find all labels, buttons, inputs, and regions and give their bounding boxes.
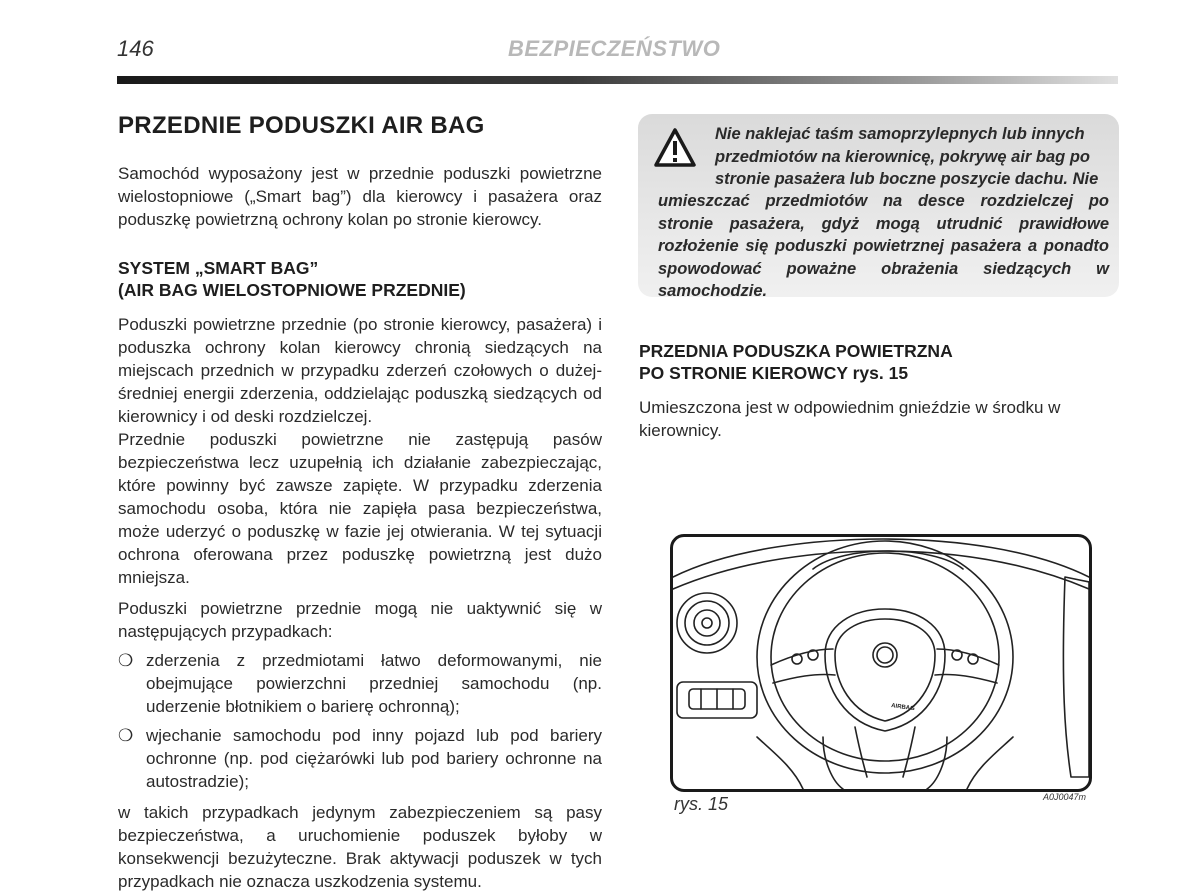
smart-bag-subtitle [118,257,602,301]
right-title-line-1: PRZEDNIA PODUSZKA POWIETRZNA [639,341,953,361]
bullet-circle-icon: ❍ [118,726,134,745]
driver-airbag-title [639,340,1119,384]
paragraph-1: Poduszki powietrzne przednie (po stronie kierowcy, pasażera) i poduszka ochrony kolan kierowcy chronią siedzących na miejscach przednich w przypadku zderzeń czołowych o dużej-średniej energii zderzenia, oddzielając poduszką siedzących od kierownicy i od deski rozdzielczej. [118,315,602,426]
figure-caption: rys. 15 [674,794,729,814]
list-item-text: wjechanie samochodu pod inny pojazd lub pod bariery ochronne (np. pod ciężarówki lub pod bariery ochronne na autostradzie); [146,726,602,791]
paragraph-4: w takich przypadkach jedynym zabezpieczeniem są pasy bezpieczeństwa, a uruchomienie poduszek byłoby w konsekwencji bezużyteczne. Brak aktywacji poduszek w tych przypadkach nie oznacza uszkodzenia systemu. [118,803,602,891]
figure-code: A0J0047m [1043,792,1087,802]
warning-triangle-icon [654,128,696,168]
left-column [118,112,602,893]
right-title-line-2: PO STRONIE KIEROWCY rys. 15 [639,363,909,383]
warning-text-rest: umieszczać przedmiotów na desce rozdzielczej po stronie pasażera, gdyż mogą utrudnić prawidłowe rozłożenie się poduszki powietrznej pasażera a ponadto spowodować poważne obrażenia siedzących w samochodzie. [658,192,1109,300]
header-rule [117,76,1118,84]
airbag-label: AIRBAG [890,703,915,713]
subtitle-line-1: SYSTEM „SMART BAG” [118,258,319,278]
paragraph-3: Poduszki powietrzne przednie mogą nie uaktywnić się w następujących przypadkach: [118,599,602,641]
page-number: 146 [117,36,154,61]
paragraph-2: Przednie poduszki powietrzne nie zastępują pasów bezpieczeństwa lecz uzupełnią ich działanie zabezpieczając, które powinny być zawsze zapięte. W przypadku zderzenia samochodu osoba, która nie zapięła pasa bezpieczeństwa, może uderzyć o poduszkę w fazie jej otwierania. W tej sytuacji ochrona oferowana przez poduszkę powietrzną jest dużo mniejsza. [118,430,602,587]
main-title: PRZEDNIE PODUSZKI AIR BAG [118,112,485,139]
steering-wheel-illustration [673,537,1089,789]
intro-paragraph: Samochód wyposażony jest w przednie poduszki powietrzne wielostopniowe („Smart bag”) dla kierowcy i pasażera oraz poduszkę powietrzną ochrony kolan po stronie kierowcy. [118,164,602,229]
list-item [118,649,602,718]
list-item [118,724,602,793]
subtitle-line-2: (AIR BAG WIELOSTOPNIOWE PRZEDNIE) [118,280,466,300]
warning-text-first: Nie naklejać taśm samoprzylepnych lub innych przedmiotów na kierownicę, pokrywę air bag po stronie pasażera lub boczne poszycie dachu. Nie [715,125,1099,188]
bullet-circle-icon: ❍ [118,651,134,670]
driver-airbag-paragraph: Umieszczona jest w odpowiednim gnieździe w środku w kierownicy. [639,398,1061,440]
section-title: BEZPIECZEŃSTWO [508,36,721,61]
warning-box [638,114,1119,300]
steering-wheel-figure [670,534,1092,792]
list-item-text: zderzenia z przedmiotami łatwo deformowanymi, nie obejmujące powierzchni przedniej samochodu (np. uderzenie błotnikiem o barierę ochronną); [146,651,602,716]
